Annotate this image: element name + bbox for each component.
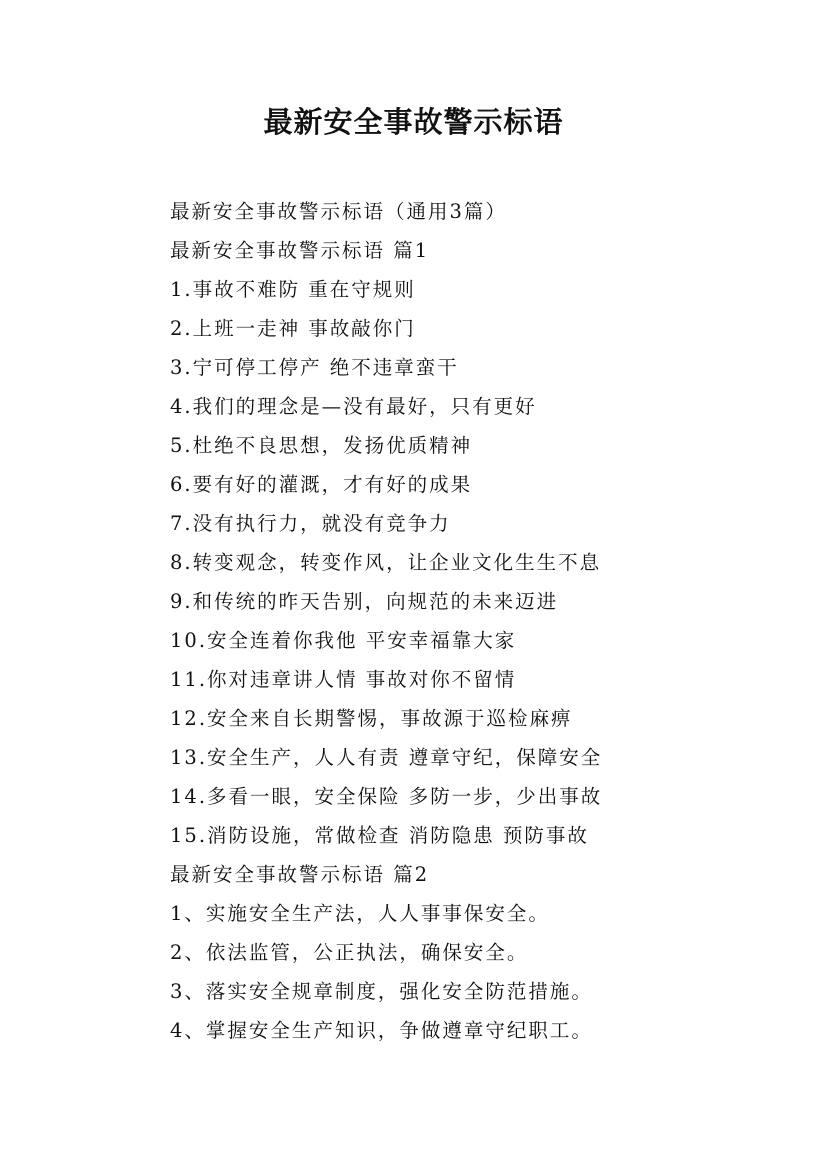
slogan-line: 2.上班一走神 事故敲你门 — [170, 317, 416, 340]
slogan-line: 15.消防设施，常做检查 消防隐患 预防事故 — [170, 824, 589, 847]
slogan-line: 8.转变观念，转变作风，让企业文化生生不息 — [170, 551, 602, 574]
section-heading-1: 最新安全事故警示标语 篇1 — [170, 239, 430, 262]
slogan-line: 12.安全来自长期警惕，事故源于巡检麻痹 — [170, 707, 573, 730]
slogan-line: 13.安全生产，人人有责 遵章守纪，保障安全 — [170, 746, 603, 769]
slogan-line: 9.和传统的昨天告别，向规范的未来迈进 — [170, 590, 559, 613]
section-heading-2: 最新安全事故警示标语 篇2 — [170, 863, 430, 886]
doc-heading-intro: 最新安全事故警示标语（通用3篇） — [170, 200, 507, 223]
slogan-line: 2、依法监管，公正执法，确保安全。 — [170, 941, 529, 964]
document-title: 最新安全事故警示标语 — [263, 105, 564, 139]
slogan-line: 11.你对违章讲人情 事故对你不留情 — [170, 668, 517, 691]
slogan-line: 3、落实安全规章制度，强化安全防范措施。 — [170, 980, 593, 1003]
slogan-line: 5.杜绝不良思想，发扬优质精神 — [170, 434, 473, 457]
slogan-line: 6.要有好的灌溉，才有好的成果 — [170, 473, 473, 496]
slogan-line: 10.安全连着你我他 平安幸福靠大家 — [170, 629, 517, 652]
slogan-line: 4、掌握安全生产知识，争做遵章守纪职工。 — [170, 1019, 593, 1042]
slogan-line: 3.宁可停工停产 绝不违章蛮干 — [170, 356, 459, 379]
slogan-line: 1.事故不难防 重在守规则 — [170, 278, 416, 301]
slogan-line: 1、实施安全生产法，人人事事保安全。 — [170, 902, 550, 925]
slogan-line: 7.没有执行力，就没有竞争力 — [170, 512, 451, 535]
slogan-line: 4.我们的理念是—没有最好，只有更好 — [170, 395, 537, 418]
document-body — [170, 194, 790, 1052]
slogan-line: 14.多看一眼，安全保险 多防一步，少出事故 — [170, 785, 603, 808]
